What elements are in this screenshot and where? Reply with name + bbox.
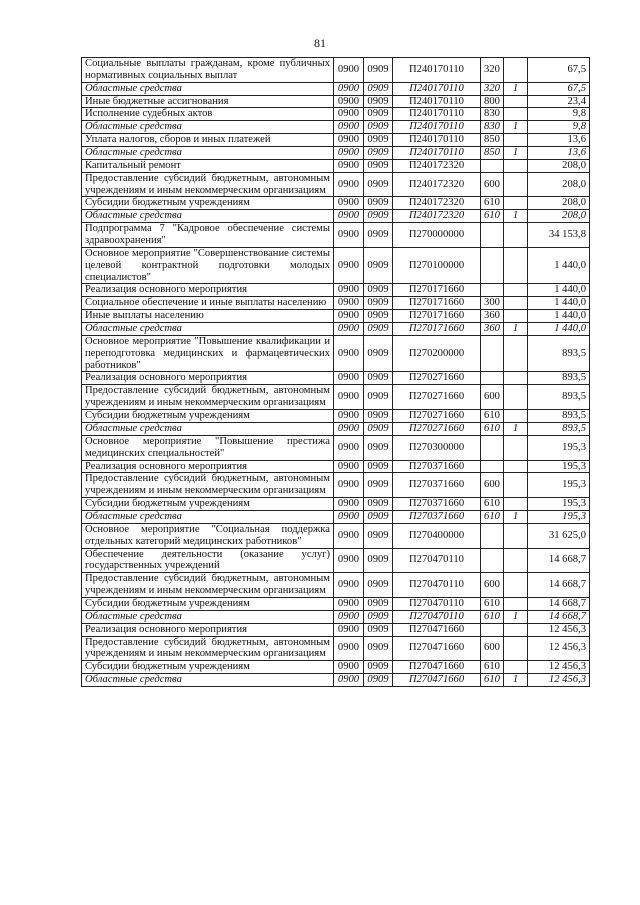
section-code-cell: 0909	[364, 121, 393, 134]
row-name-cell: Реализация основного мероприятия	[82, 460, 334, 473]
section-code-cell: 0909	[364, 172, 393, 197]
section-code-cell: 0909	[364, 510, 393, 523]
expense-type-cell	[481, 159, 504, 172]
ved-code-cell: 0900	[334, 510, 364, 523]
expense-type-cell: 600	[481, 172, 504, 197]
amount-cell: 195,3	[528, 473, 590, 498]
section-code-cell: 0909	[364, 247, 393, 284]
funding-source-cell	[504, 134, 528, 147]
funding-source-cell	[504, 172, 528, 197]
funding-source-cell	[504, 335, 528, 372]
table-row	[82, 197, 590, 210]
ved-code-cell: 0900	[334, 210, 364, 223]
section-code-cell: 0909	[364, 82, 393, 95]
amount-cell: 893,5	[528, 372, 590, 385]
funding-source-cell	[504, 498, 528, 511]
amount-cell: 208,0	[528, 159, 590, 172]
table-row	[82, 623, 590, 636]
amount-cell: 195,3	[528, 460, 590, 473]
funding-source-cell: 1	[504, 82, 528, 95]
ved-code-cell: 0900	[334, 422, 364, 435]
funding-source-cell	[504, 247, 528, 284]
table-row	[82, 310, 590, 323]
funding-source-cell	[504, 435, 528, 460]
expense-type-cell: 360	[481, 310, 504, 323]
funding-source-cell	[504, 636, 528, 661]
amount-cell: 14 668,7	[528, 597, 590, 610]
table-row	[82, 573, 590, 598]
ved-code-cell: 0900	[334, 197, 364, 210]
section-code-cell: 0909	[364, 523, 393, 548]
target-article-cell: П270300000	[393, 435, 481, 460]
ved-code-cell: 0900	[334, 147, 364, 160]
funding-source-cell: 1	[504, 121, 528, 134]
expense-type-cell	[481, 335, 504, 372]
row-name-cell: Иные бюджетные ассигнования	[82, 95, 334, 108]
amount-cell: 13,6	[528, 147, 590, 160]
funding-source-cell: 1	[504, 610, 528, 623]
table-row	[82, 510, 590, 523]
section-code-cell: 0909	[364, 323, 393, 336]
row-name-cell: Областные средства	[82, 121, 334, 134]
amount-cell: 67,5	[528, 82, 590, 95]
row-name-cell: Уплата налогов, сборов и иных платежей	[82, 134, 334, 147]
table-row	[82, 121, 590, 134]
amount-cell: 12 456,3	[528, 661, 590, 674]
ved-code-cell: 0900	[334, 548, 364, 573]
ved-code-cell: 0900	[334, 247, 364, 284]
target-article-cell: П270171660	[393, 310, 481, 323]
table-row	[82, 410, 590, 423]
funding-source-cell	[504, 385, 528, 410]
target-article-cell: П240170110	[393, 95, 481, 108]
expense-type-cell: 600	[481, 573, 504, 598]
expense-type-cell: 830	[481, 121, 504, 134]
table-row	[82, 674, 590, 687]
target-article-cell: П270471660	[393, 674, 481, 687]
section-code-cell: 0909	[364, 610, 393, 623]
target-article-cell: П240170110	[393, 58, 481, 83]
target-article-cell: П240170110	[393, 82, 481, 95]
row-name-cell: Областные средства	[82, 323, 334, 336]
funding-source-cell	[504, 460, 528, 473]
row-name-cell: Областные средства	[82, 610, 334, 623]
amount-cell: 893,5	[528, 410, 590, 423]
row-name-cell: Основное мероприятие "Повышение престижа медицинских специальностей"	[82, 435, 334, 460]
amount-cell: 1 440,0	[528, 247, 590, 284]
ved-code-cell: 0900	[334, 674, 364, 687]
expense-type-cell	[481, 435, 504, 460]
section-code-cell: 0909	[364, 310, 393, 323]
target-article-cell: П270400000	[393, 523, 481, 548]
table-row	[82, 95, 590, 108]
table-row	[82, 498, 590, 511]
target-article-cell: П270200000	[393, 335, 481, 372]
funding-source-cell	[504, 197, 528, 210]
target-article-cell: П240170110	[393, 108, 481, 121]
section-code-cell: 0909	[364, 284, 393, 297]
ved-code-cell: 0900	[334, 284, 364, 297]
target-article-cell: П240170110	[393, 134, 481, 147]
table-row	[82, 172, 590, 197]
amount-cell: 31 625,0	[528, 523, 590, 548]
funding-source-cell: 1	[504, 674, 528, 687]
row-name-cell: Реализация основного мероприятия	[82, 284, 334, 297]
row-name-cell: Субсидии бюджетным учреждениям	[82, 661, 334, 674]
expense-type-cell: 320	[481, 58, 504, 83]
target-article-cell: П270471660	[393, 661, 481, 674]
expense-type-cell: 600	[481, 636, 504, 661]
table-row	[82, 435, 590, 460]
funding-source-cell: 1	[504, 210, 528, 223]
target-article-cell: П270271660	[393, 385, 481, 410]
section-code-cell: 0909	[364, 435, 393, 460]
table-row	[82, 210, 590, 223]
section-code-cell: 0909	[364, 498, 393, 511]
target-article-cell: П240172320	[393, 197, 481, 210]
table-row	[82, 473, 590, 498]
row-name-cell: Областные средства	[82, 674, 334, 687]
expense-type-cell	[481, 623, 504, 636]
table-row	[82, 385, 590, 410]
amount-cell: 9,8	[528, 108, 590, 121]
expense-type-cell: 610	[481, 510, 504, 523]
ved-code-cell: 0900	[334, 372, 364, 385]
ved-code-cell: 0900	[334, 82, 364, 95]
expense-type-cell: 610	[481, 498, 504, 511]
ved-code-cell: 0900	[334, 523, 364, 548]
row-name-cell: Обеспечение деятельности (оказание услуг) государственных учреждений	[82, 548, 334, 573]
row-name-cell: Капитальный ремонт	[82, 159, 334, 172]
target-article-cell: П240170110	[393, 121, 481, 134]
funding-source-cell	[504, 597, 528, 610]
row-name-cell: Субсидии бюджетным учреждениям	[82, 498, 334, 511]
amount-cell: 12 456,3	[528, 674, 590, 687]
row-name-cell: Областные средства	[82, 82, 334, 95]
target-article-cell: П240172320	[393, 159, 481, 172]
section-code-cell: 0909	[364, 159, 393, 172]
funding-source-cell	[504, 223, 528, 248]
section-code-cell: 0909	[364, 58, 393, 83]
row-name-cell: Реализация основного мероприятия	[82, 372, 334, 385]
section-code-cell: 0909	[364, 410, 393, 423]
amount-cell: 14 668,7	[528, 610, 590, 623]
ved-code-cell: 0900	[334, 410, 364, 423]
row-name-cell: Предоставление субсидий бюджетным, автономным учреждениям и иным некоммерческим организациям	[82, 636, 334, 661]
funding-source-cell	[504, 108, 528, 121]
section-code-cell: 0909	[364, 297, 393, 310]
section-code-cell: 0909	[364, 597, 393, 610]
expense-type-cell: 320	[481, 82, 504, 95]
ved-code-cell: 0900	[334, 661, 364, 674]
ved-code-cell: 0900	[334, 108, 364, 121]
table-row	[82, 147, 590, 160]
section-code-cell: 0909	[364, 223, 393, 248]
funding-source-cell	[504, 58, 528, 83]
section-code-cell: 0909	[364, 134, 393, 147]
ved-code-cell: 0900	[334, 223, 364, 248]
section-code-cell: 0909	[364, 385, 393, 410]
table-row	[82, 297, 590, 310]
table-row	[82, 335, 590, 372]
amount-cell: 14 668,7	[528, 548, 590, 573]
ved-code-cell: 0900	[334, 435, 364, 460]
funding-source-cell	[504, 410, 528, 423]
ved-code-cell: 0900	[334, 159, 364, 172]
table-row	[82, 661, 590, 674]
target-article-cell: П270470110	[393, 573, 481, 598]
expense-type-cell: 600	[481, 473, 504, 498]
section-code-cell: 0909	[364, 661, 393, 674]
table-row	[82, 82, 590, 95]
table-row	[82, 247, 590, 284]
funding-source-cell	[504, 284, 528, 297]
target-article-cell: П270470110	[393, 548, 481, 573]
section-code-cell: 0909	[364, 422, 393, 435]
expense-type-cell	[481, 223, 504, 248]
target-article-cell: П270471660	[393, 623, 481, 636]
amount-cell: 208,0	[528, 210, 590, 223]
funding-source-cell	[504, 372, 528, 385]
expense-type-cell	[481, 460, 504, 473]
expense-type-cell: 610	[481, 610, 504, 623]
table-row	[82, 284, 590, 297]
amount-cell: 893,5	[528, 422, 590, 435]
expense-type-cell	[481, 247, 504, 284]
row-name-cell: Основное мероприятие "Повышение квалификации и переподготовка медицинских и фармацевтических работников"	[82, 335, 334, 372]
target-article-cell: П240172320	[393, 210, 481, 223]
funding-source-cell	[504, 95, 528, 108]
amount-cell: 208,0	[528, 197, 590, 210]
section-code-cell: 0909	[364, 636, 393, 661]
section-code-cell: 0909	[364, 460, 393, 473]
ved-code-cell: 0900	[334, 597, 364, 610]
amount-cell: 1 440,0	[528, 297, 590, 310]
amount-cell: 12 456,3	[528, 636, 590, 661]
amount-cell: 14 668,7	[528, 573, 590, 598]
target-article-cell: П270470110	[393, 597, 481, 610]
amount-cell: 67,5	[528, 58, 590, 83]
amount-cell: 1 440,0	[528, 310, 590, 323]
target-article-cell: П270371660	[393, 510, 481, 523]
table-row	[82, 422, 590, 435]
table-row	[82, 548, 590, 573]
target-article-cell: П270171660	[393, 323, 481, 336]
funding-source-cell: 1	[504, 510, 528, 523]
expense-type-cell	[481, 284, 504, 297]
expense-type-cell: 800	[481, 95, 504, 108]
target-article-cell: П270171660	[393, 297, 481, 310]
row-name-cell: Социальное обеспечение и иные выплаты населению	[82, 297, 334, 310]
ved-code-cell: 0900	[334, 172, 364, 197]
section-code-cell: 0909	[364, 335, 393, 372]
ved-code-cell: 0900	[334, 95, 364, 108]
amount-cell: 195,3	[528, 510, 590, 523]
expense-type-cell: 830	[481, 108, 504, 121]
funding-source-cell	[504, 623, 528, 636]
section-code-cell: 0909	[364, 210, 393, 223]
table-row	[82, 108, 590, 121]
section-code-cell: 0909	[364, 147, 393, 160]
row-name-cell: Субсидии бюджетным учреждениям	[82, 197, 334, 210]
funding-source-cell	[504, 661, 528, 674]
section-code-cell: 0909	[364, 372, 393, 385]
amount-cell: 1 440,0	[528, 284, 590, 297]
section-code-cell: 0909	[364, 108, 393, 121]
target-article-cell: П270371660	[393, 460, 481, 473]
section-code-cell: 0909	[364, 623, 393, 636]
expense-type-cell: 610	[481, 597, 504, 610]
ved-code-cell: 0900	[334, 498, 364, 511]
target-article-cell: П270470110	[393, 610, 481, 623]
row-name-cell: Областные средства	[82, 210, 334, 223]
amount-cell: 195,3	[528, 435, 590, 460]
target-article-cell: П270171660	[393, 284, 481, 297]
target-article-cell: П270271660	[393, 372, 481, 385]
expense-type-cell: 610	[481, 410, 504, 423]
target-article-cell: П270271660	[393, 422, 481, 435]
expense-type-cell: 610	[481, 661, 504, 674]
row-name-cell: Основное мероприятие "Совершенствование системы целевой контрактной подготовки молодых специалистов"	[82, 247, 334, 284]
ved-code-cell: 0900	[334, 473, 364, 498]
amount-cell: 893,5	[528, 385, 590, 410]
funding-source-cell	[504, 310, 528, 323]
ved-code-cell: 0900	[334, 623, 364, 636]
funding-source-cell	[504, 573, 528, 598]
target-article-cell: П270471660	[393, 636, 481, 661]
ved-code-cell: 0900	[334, 310, 364, 323]
amount-cell: 34 153,8	[528, 223, 590, 248]
target-article-cell: П270000000	[393, 223, 481, 248]
row-name-cell: Предоставление субсидий бюджетным, автономным учреждениям и иным некоммерческим организациям	[82, 573, 334, 598]
expense-type-cell	[481, 523, 504, 548]
funding-source-cell	[504, 548, 528, 573]
amount-cell: 208,0	[528, 172, 590, 197]
expense-type-cell	[481, 372, 504, 385]
row-name-cell: Основное мероприятие "Социальная поддержка отдельных категорий медицинских работников"	[82, 523, 334, 548]
page-number: 81	[314, 36, 326, 50]
ved-code-cell: 0900	[334, 58, 364, 83]
ved-code-cell: 0900	[334, 323, 364, 336]
expense-type-cell: 610	[481, 674, 504, 687]
row-name-cell: Социальные выплаты гражданам, кроме публичных нормативных социальных выплат	[82, 58, 334, 83]
amount-cell: 1 440,0	[528, 323, 590, 336]
ved-code-cell: 0900	[334, 573, 364, 598]
row-name-cell: Предоставление субсидий бюджетным, автономным учреждениям и иным некоммерческим организациям	[82, 473, 334, 498]
table-row	[82, 597, 590, 610]
ved-code-cell: 0900	[334, 297, 364, 310]
expense-type-cell: 610	[481, 422, 504, 435]
expense-type-cell: 360	[481, 323, 504, 336]
expense-type-cell: 850	[481, 134, 504, 147]
table-row	[82, 223, 590, 248]
table-row	[82, 460, 590, 473]
amount-cell: 23,4	[528, 95, 590, 108]
row-name-cell: Иные выплаты населению	[82, 310, 334, 323]
section-code-cell: 0909	[364, 573, 393, 598]
expense-type-cell: 300	[481, 297, 504, 310]
row-name-cell: Субсидии бюджетным учреждениям	[82, 410, 334, 423]
row-name-cell: Областные средства	[82, 510, 334, 523]
budget-table-body	[82, 58, 590, 687]
funding-source-cell: 1	[504, 147, 528, 160]
ved-code-cell: 0900	[334, 121, 364, 134]
expense-type-cell	[481, 548, 504, 573]
ved-code-cell: 0900	[334, 636, 364, 661]
funding-source-cell	[504, 159, 528, 172]
funding-source-cell	[504, 473, 528, 498]
target-article-cell: П270271660	[393, 410, 481, 423]
table-row	[82, 323, 590, 336]
amount-cell: 12 456,3	[528, 623, 590, 636]
expense-type-cell: 600	[481, 385, 504, 410]
amount-cell: 9,8	[528, 121, 590, 134]
table-row	[82, 636, 590, 661]
ved-code-cell: 0900	[334, 385, 364, 410]
target-article-cell: П240170110	[393, 147, 481, 160]
row-name-cell: Реализация основного мероприятия	[82, 623, 334, 636]
amount-cell: 195,3	[528, 498, 590, 511]
ved-code-cell: 0900	[334, 335, 364, 372]
expense-type-cell: 610	[481, 197, 504, 210]
table-row	[82, 134, 590, 147]
row-name-cell: Областные средства	[82, 147, 334, 160]
table-row	[82, 372, 590, 385]
row-name-cell: Предоставление субсидий бюджетным, автономным учреждениям и иным некоммерческим организациям	[82, 385, 334, 410]
ved-code-cell: 0900	[334, 610, 364, 623]
budget-table	[81, 57, 590, 687]
target-article-cell: П270100000	[393, 247, 481, 284]
table-row	[82, 159, 590, 172]
section-code-cell: 0909	[364, 548, 393, 573]
funding-source-cell: 1	[504, 422, 528, 435]
funding-source-cell: 1	[504, 323, 528, 336]
row-name-cell: Субсидии бюджетным учреждениям	[82, 597, 334, 610]
amount-cell: 893,5	[528, 335, 590, 372]
target-article-cell: П240172320	[393, 172, 481, 197]
section-code-cell: 0909	[364, 197, 393, 210]
target-article-cell: П270371660	[393, 473, 481, 498]
section-code-cell: 0909	[364, 95, 393, 108]
funding-source-cell	[504, 297, 528, 310]
ved-code-cell: 0900	[334, 460, 364, 473]
amount-cell: 13,6	[528, 134, 590, 147]
ved-code-cell: 0900	[334, 134, 364, 147]
row-name-cell: Исполнение судебных актов	[82, 108, 334, 121]
expense-type-cell: 610	[481, 210, 504, 223]
row-name-cell: Областные средства	[82, 422, 334, 435]
section-code-cell: 0909	[364, 674, 393, 687]
table-row	[82, 523, 590, 548]
funding-source-cell	[504, 523, 528, 548]
row-name-cell: Подпрограмма 7 "Кадровое обеспечение системы здравоохранения"	[82, 223, 334, 248]
table-row	[82, 610, 590, 623]
section-code-cell: 0909	[364, 473, 393, 498]
table-row	[82, 58, 590, 83]
row-name-cell: Предоставление субсидий бюджетным, автономным учреждениям и иным некоммерческим организациям	[82, 172, 334, 197]
target-article-cell: П270371660	[393, 498, 481, 511]
expense-type-cell: 850	[481, 147, 504, 160]
